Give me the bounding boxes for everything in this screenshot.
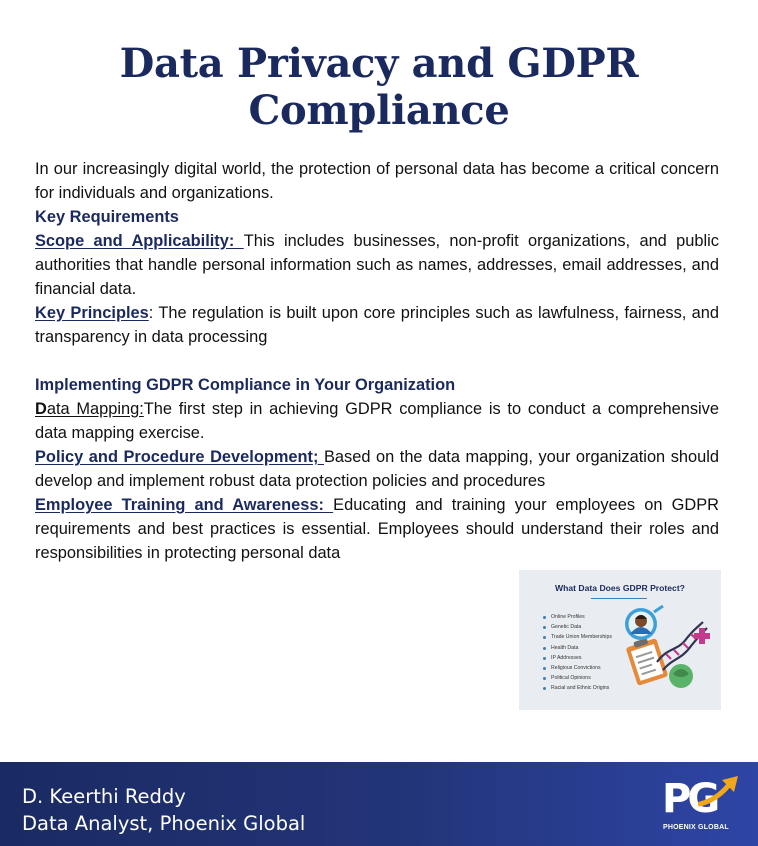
intro-paragraph: In our increasingly digital world, the protection of personal data has become a critical concern for individuals and organizations. <box>35 160 719 202</box>
infographic-item: Health Data <box>543 643 612 653</box>
infographic-title: What Data Does GDPR Protect? <box>555 583 685 593</box>
phoenix-global-logo <box>660 774 748 840</box>
body-content <box>35 157 719 565</box>
principles-label: Key Principles <box>35 304 149 322</box>
clipboard-icon <box>625 635 669 686</box>
policy-paragraph <box>35 445 719 493</box>
policy-text: Based on the data mapping, your organization should develop and implement robust data protection policies and procedures <box>35 448 720 490</box>
infographic-item: IP Addresses <box>543 653 612 663</box>
mapping-label-rest: ata Mapping: <box>46 400 144 418</box>
page-title <box>0 40 758 134</box>
training-paragraph <box>35 493 719 565</box>
infographic-list <box>543 612 612 694</box>
logo-company-name: PHOENIX GLOBAL <box>663 824 729 831</box>
author-name: D. Keerthi Reddy <box>22 785 186 808</box>
infographic-item: Online Profiles <box>543 612 612 622</box>
scope-text: This includes businesses, non-profit organizations, and public authorities that handle personal information such as names, addresses, email addresses, and financial data. <box>35 232 719 298</box>
scope-paragraph <box>35 229 719 301</box>
data-protection-illustration <box>611 604 717 694</box>
training-label: Employee Training and Awareness: <box>35 496 334 514</box>
author-block <box>22 783 305 837</box>
mapping-text: The first step in achieving GDPR compliance is to conduct a comprehensive data mapping exercise. <box>35 400 719 442</box>
infographic-item: Political Opinions <box>543 673 612 683</box>
logo-arrow-icon <box>698 774 744 814</box>
principles-text: : The regulation is built upon core principles such as lawfulness, fairness, and transparency in data processing <box>35 304 719 346</box>
mapping-label-first: D <box>35 400 47 418</box>
footer-bar <box>0 762 758 846</box>
infographic-item: Genetic Data <box>543 622 612 632</box>
implementation-heading: Implementing GDPR Compliance in Your Organization <box>35 376 456 394</box>
person-magnifier-icon <box>625 606 663 640</box>
mapping-paragraph <box>35 397 719 445</box>
gdpr-infographic <box>519 570 721 710</box>
infographic-item: Racial and Ethnic Origins <box>543 683 612 693</box>
page-title-line-1: Data Privacy and GDPR <box>119 40 639 87</box>
spacer <box>35 349 719 373</box>
policy-label: Policy and Procedure Development; <box>35 448 324 466</box>
infographic-item: Trade Union Memberships <box>543 632 612 642</box>
training-text: Educating and training your employees on GDPR requirements and best practices is essential. Employees should understand their roles and responsibilities in protecting personal data <box>35 496 719 562</box>
key-requirements-heading: Key Requirements <box>35 208 179 226</box>
scope-label: Scope and Applicability: <box>35 232 244 250</box>
page-title-line-2: Compliance <box>248 87 510 134</box>
logo-letters: PG <box>662 776 717 822</box>
author-role: Data Analyst, Phoenix Global <box>22 812 306 835</box>
infographic-item: Religious Convictions <box>543 663 612 673</box>
infographic-title-underline <box>591 598 647 599</box>
principles-paragraph <box>35 301 719 349</box>
medical-cross-icon <box>694 628 710 644</box>
